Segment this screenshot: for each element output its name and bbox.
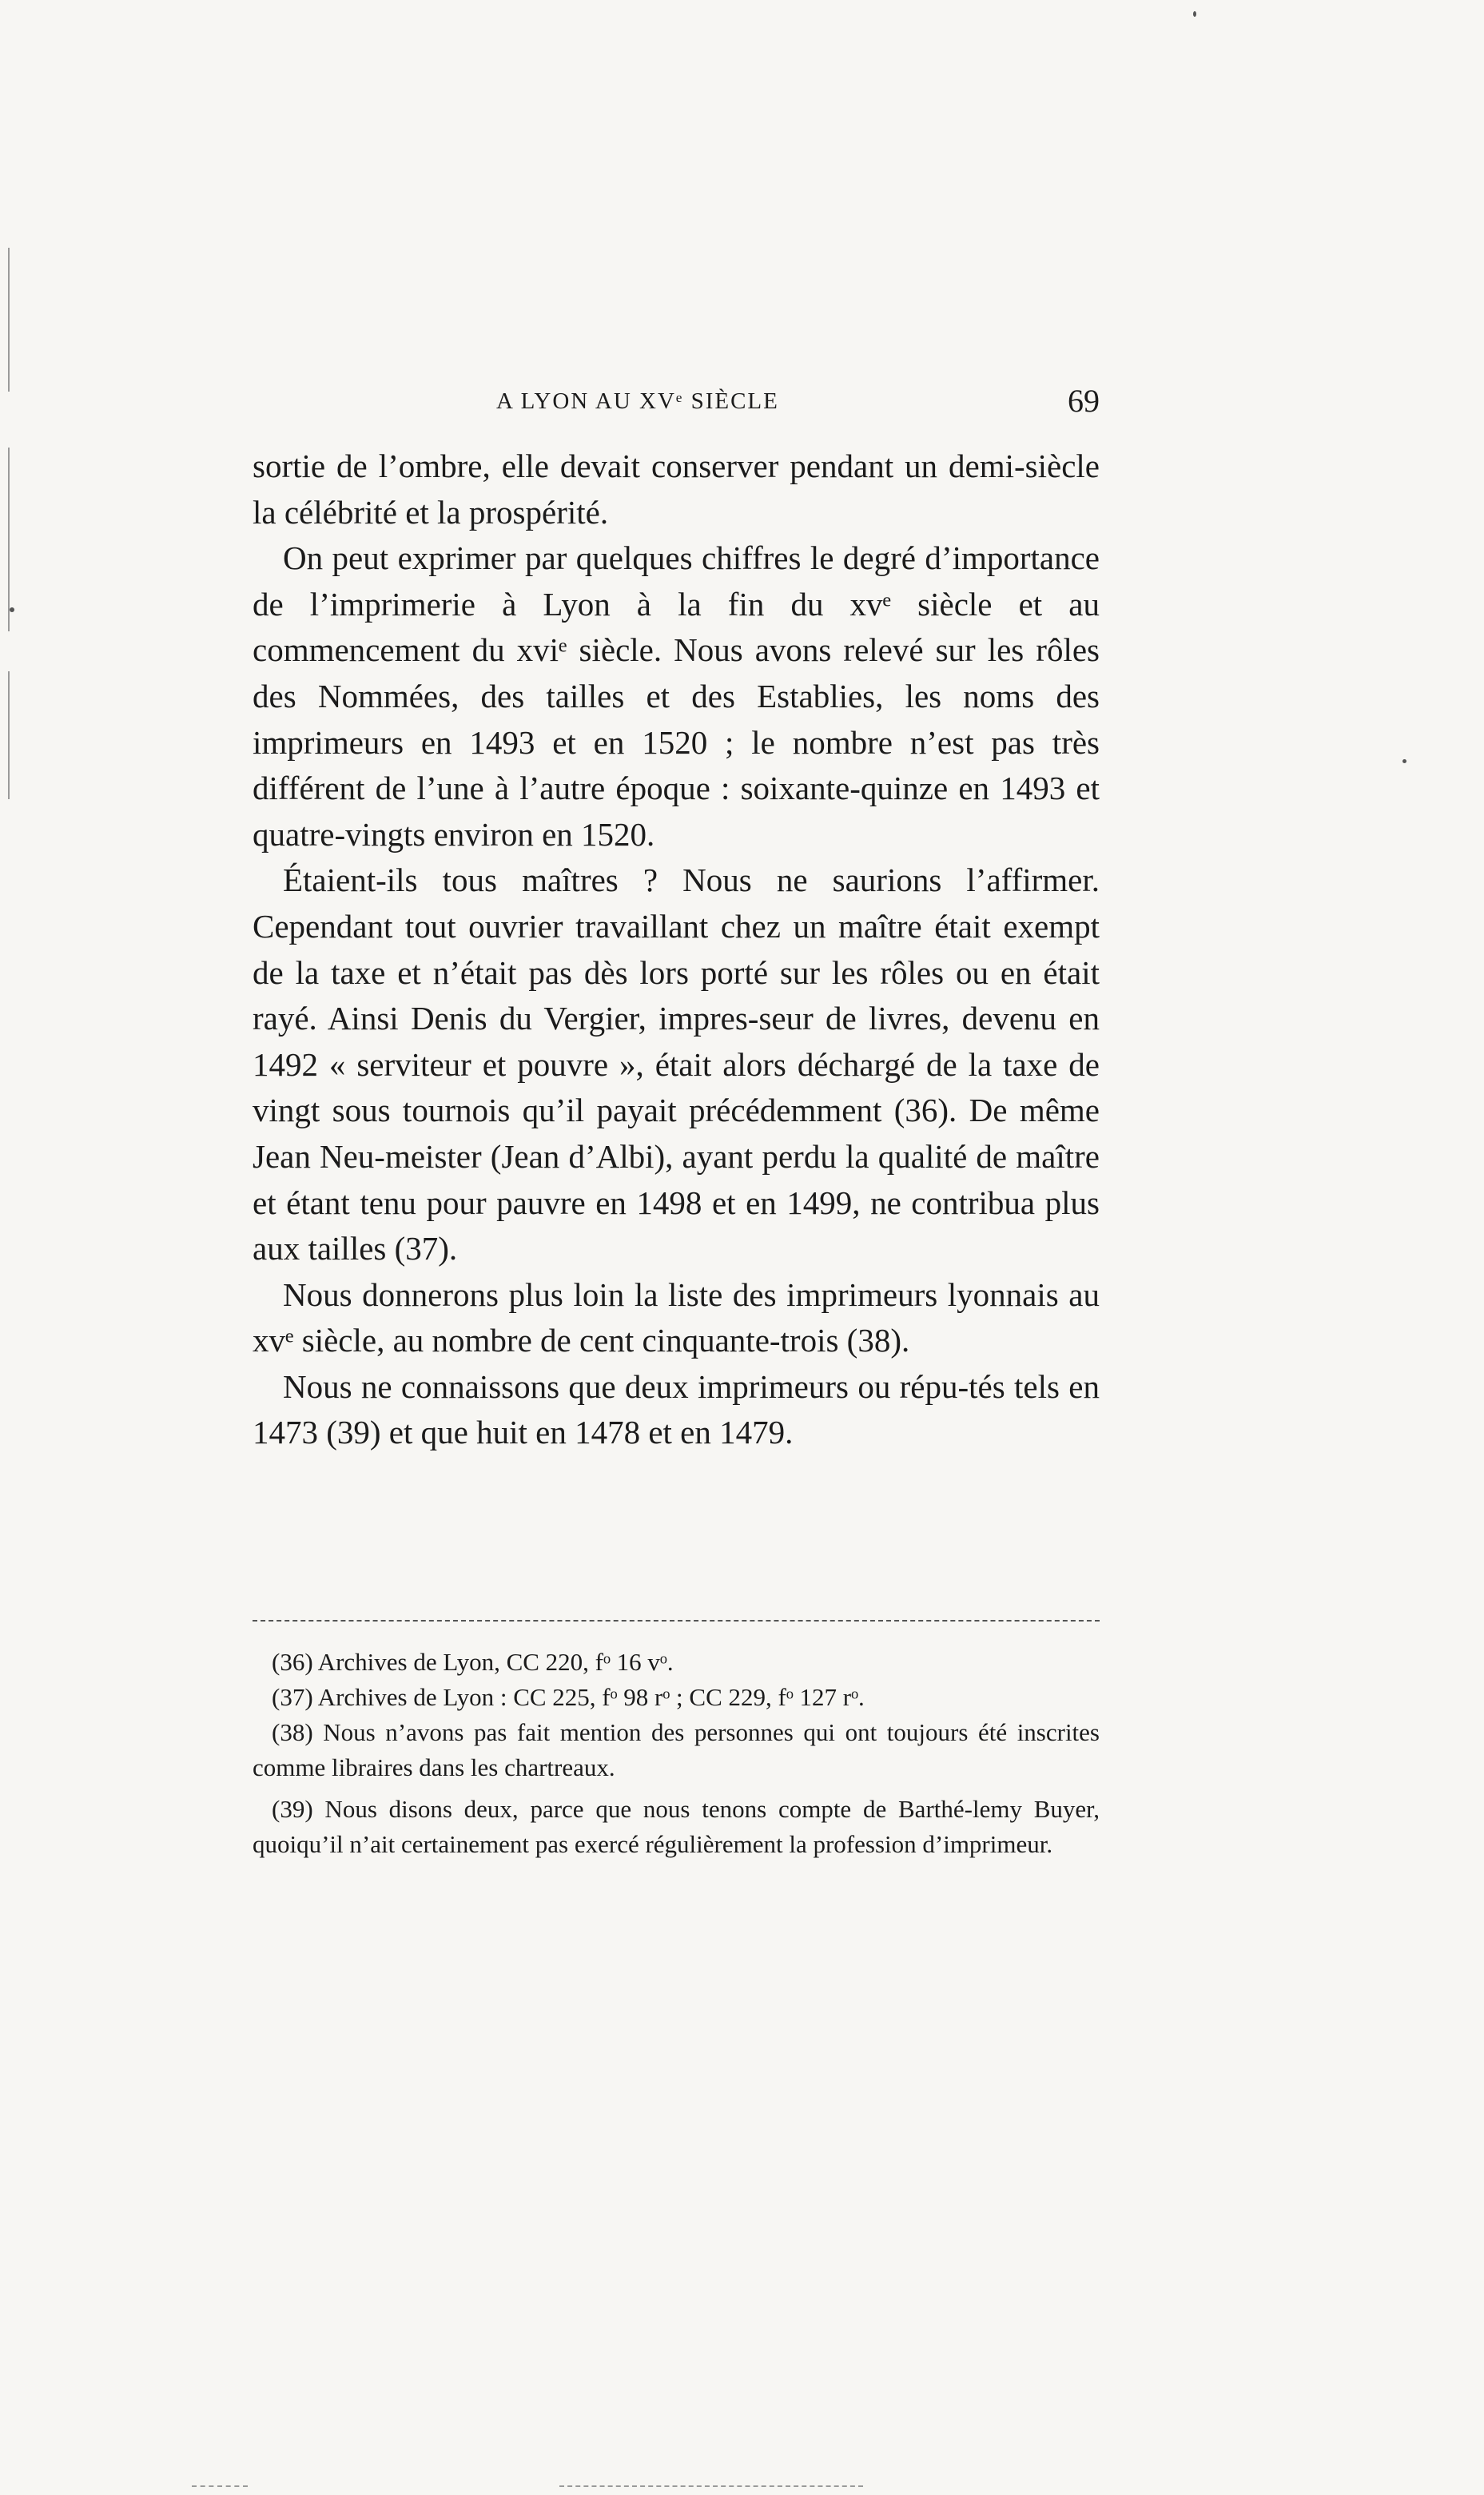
scan-speck [1402,759,1406,763]
running-title: A LYON AU XVᵉ SIÈCLE [496,388,779,414]
footnote: (38) Nous n’avons pas fait mention des personnes qui ont toujours été inscrites comme libraires dans les chartreaux. [253,1718,1100,1781]
scan-margin-mark [8,248,10,392]
paragraph: Étaient-ils tous maîtres ? Nous ne saurions l’affirmer. Cependant tout ouvrier travaillant chez un maître était exempt de la taxe et n’était pas dès lors porté sur les rôles ou en était rayé. Ainsi Denis du Vergier, impres-seur de livres, devenu en 1492 « serviteur et pouvre », était alors déchargé de la taxe de vingt sous tournois qu’il payait précédemment (36). De même Jean Neu-meister (Jean d’Albi), ayant perdu la qualité de maître et étant tenu pour pauvre en 1498 et en 1499, ne contribua plus aux tailles (37). [253,862,1100,1267]
scan-speck [1193,11,1196,17]
scan-margin-mark [8,448,10,631]
paragraph: On peut exprimer par quelques chiffres le degré d’importance de l’imprimerie à Lyon à la fin du xvᵉ siècle et au commencement du xviᵉ siècle. Nous avons relevé sur les rôles des Nommées, des tailles et des Establies, les noms des imprimeurs en 1493 et en 1520 ; le nombre n’est pas très différent de l’une à l’autre époque : soixante-quinze en 1493 et quatre-vingts environ en 1520. [253,539,1100,853]
page-header [253,382,1100,430]
paragraph: sortie de l’ombre, elle devait conserver pendant un demi-siècle la célébrité et la prospérité. [253,448,1100,531]
footnote: (37) Archives de Lyon : CC 225, fᵒ 98 rᵒ ; CC 229, fᵒ 127 rᵒ. [272,1683,865,1711]
paragraph: Nous ne connaissons que deux imprimeurs ou répu-tés tels en 1473 (39) et que huit en 1478 et en 1479. [253,1367,1100,1451]
footnotes [253,1645,1100,1862]
footnote: (39) Nous disons deux, parce que nous tenons compte de Barthé-lemy Buyer, quoiqu’il n’ait certainement pas exercé régulièrement la profession d’imprimeur. [253,1795,1100,1858]
page-number: 69 [1068,383,1100,419]
main-text [253,444,1100,1456]
footnote: (36) Archives de Lyon, CC 220, fᵒ 16 vᵒ. [272,1648,674,1676]
scan-edge-mark [559,2485,863,2487]
scan-edge-mark [192,2485,248,2487]
paragraph: Nous donnerons plus loin la liste des imprimeurs lyonnais au xvᵉ siècle, au nombre de cent cinquante-trois (38). [253,1275,1100,1359]
footnote-separator [253,1620,1100,1622]
scan-margin-mark [8,671,10,799]
scan-speck [10,607,14,612]
